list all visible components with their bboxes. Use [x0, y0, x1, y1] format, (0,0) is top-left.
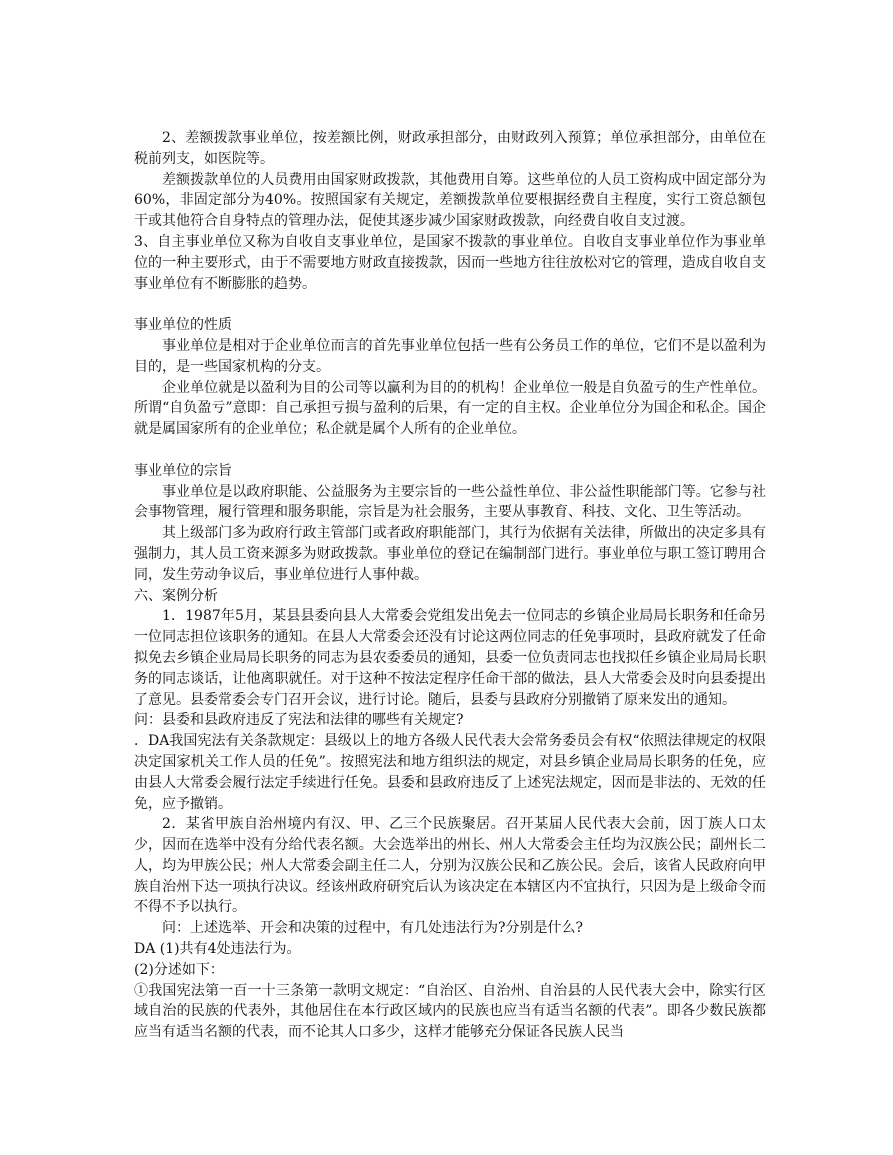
document-page [134, 128, 766, 1043]
paragraph: 企业单位就是以盈利为目的公司等以赢利为目的的机构！企业单位一般是自负盈亏的生产性单位。所谓“自负盈亏”意即：自己承担亏损与盈利的后果，有一定的自主权。企业单位分为国企和私企。国企就是属国家所有的企业单位；私企就是属个人所有的企业单位。 [134, 379, 766, 438]
paragraph: 1．1987年5月，某县县委向县人大常委会党组发出免去一位同志的乡镇企业局局长职务和任命另一位同志担位该职务的通知。在县人大常委会还没有讨论这两位同志的任免事项时，县政府就发了任命拟免去乡镇企业局局长职务的同志为县农委委员的通知，县委一位负责同志也找拟任乡镇企业局局长职务的同志谈话，让他离职就任。对于这种不按法定程序任命干部的做法，县人大常委会及时向县委提出了意见。县委常委会专门召开会议，进行讨论。随后，县委与县政府分别撤销了原来发出的通知。 [134, 608, 766, 708]
paragraph: 问：县委和县政府违反了宪法和法律的哪些有关规定? [134, 712, 464, 729]
paragraph: 2、差额拨款事业单位，按差额比例，财政承担部分，由财政列入预算；单位承担部分，由单位在税前列支，如医院等。 [134, 130, 766, 167]
paragraph: 差额拨款单位的人员费用由国家财政拨款，其他费用自筹。这些单位的人员工资构成中固定部分为60%，非固定部分为40%。按照国家有关规定，差额拨款单位要根据经费自主程度，实行工资总额包干或其他符合自身特点的管理办法，促使其逐步减少国家财政拨款，向经费自收自支过渡。 [134, 171, 766, 230]
paragraph: 问：上述选举、开会和决策的过程中，有几处违法行为?分别是什么? [162, 920, 584, 937]
paragraph: 事业单位是以政府职能、公益服务为主要宗旨的一些公益性单位、非公益性职能部门等。它参与社会事物管理，履行管理和服务职能，宗旨是为社会服务，主要从事教育、科技、文化、卫生等活动。 [134, 483, 766, 521]
paragraph: 3、自主事业单位又称为自收自支事业单位，是国家不拨款的事业单位。自收自支事业单位作为事业单位的一种主要形式，由于不需要地方财政直接拨款，因而一些地方往往放松对它的管理，造成自收自支事业单位有不断膨胀的趋势。 [134, 233, 766, 292]
blank-line [134, 440, 766, 461]
paragraph: 2．某省甲族自治州境内有汉、甲、乙三个民族聚居。召开某届人民代表大会前，因丁族人口太少，因而在选举中没有分给代表名额。大会选举出的州长、州人大常委会主任均为汉族公民；副州长二人，均为甲族公民；州人大常委会副主任二人，分别为汉族公民和乙族公民。会后，该省人民政府向甲族自治州下达一项执行决议。经该州政府研究后认为该决定在本辖区内不宜执行，只因为是上级命令而不得不予以执行。 [134, 816, 766, 916]
paragraph: ①我国宪法第一百一十三条第一款明文规定：“自治区、自治州、自治县的人民代表大会中，除实行区域自治的民族的代表外，其他居住在本行政区域内的民族也应当有适当名额的代表”。即各少数民族都应当有适当名额的代表，而不论其人口多少，这样才能够充分保证各民族人民当 [134, 982, 766, 1041]
paragraph: ．DA我国宪法有关条款规定：县级以上的地方各级人民代表大会常务委员会有权“依照法律规定的权限决定国家机关工作人员的任免”。按照宪法和地方组织法的规定，对县乡镇企业局局长职务的任免，应由县人大常委会履行法定手续进行任免。县委和县政府违反了上述宪法规定，因而是非法的、无效的任免，应予撤销。 [134, 733, 766, 812]
blank-line [134, 294, 766, 315]
paragraph: DA (1)共有4处违法行为。 [134, 941, 301, 958]
paragraph: 六、案例分析 [134, 587, 218, 604]
paragraph: 事业单位是相对于企业单位而言的首先事业单位包括一些有公务员工作的单位，它们不是以盈利为目的，是一些国家机构的分支。 [134, 337, 766, 375]
paragraph: (2)分述如下： [134, 961, 224, 978]
paragraph: 事业单位的性质 [134, 317, 232, 334]
paragraph: 事业单位的宗旨 [134, 462, 232, 479]
paragraph: 其上级部门多为政府行政主管部门或者政府职能部门，其行为依据有关法律，所做出的决定多具有强制力，其人员工资来源多为财政拨款。事业单位的登记在编制部门进行。事业单位与职工签订聘用合同，发生劳动争议后，事业单位进行人事仲裁。 [134, 525, 766, 583]
